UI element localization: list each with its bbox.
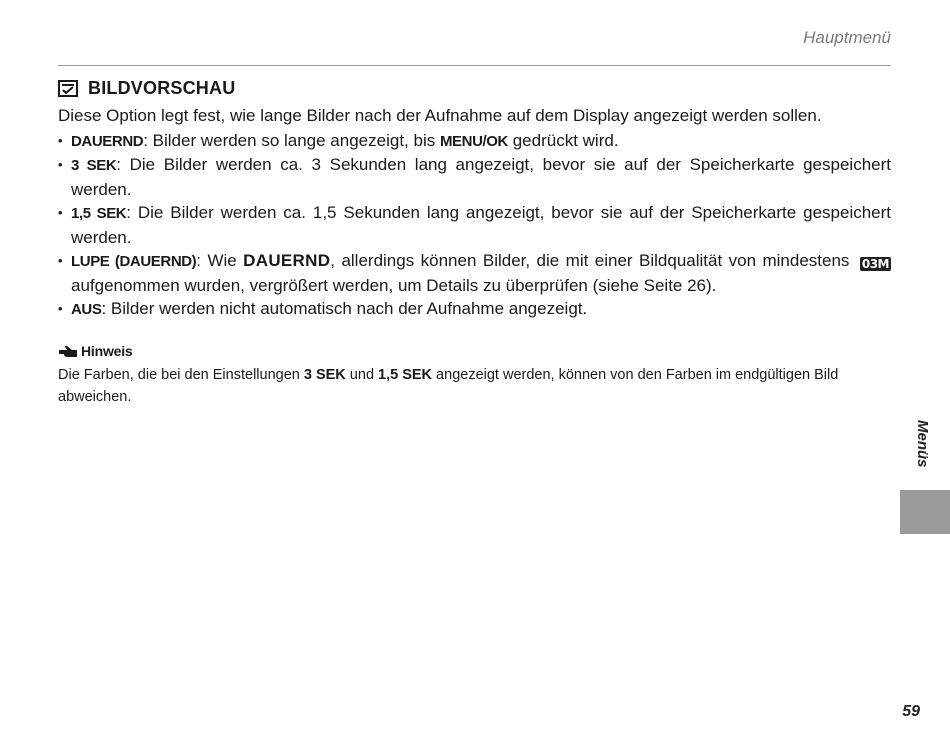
- option-text: : Bilder werden nicht automatisch nach der Aufnahme angezeigt.: [101, 299, 588, 318]
- main-content: [58, 78, 891, 408]
- option-lupe-dauernd: [58, 249, 891, 297]
- image-quality-icon: 03M: [861, 257, 889, 271]
- side-tab-marker: [900, 490, 950, 534]
- note-text-part: angezeigt werden, können von den Farben im endgültigen Bild abweichen.: [58, 366, 839, 405]
- option-aus: [58, 297, 891, 322]
- option-text: : Die Bilder werden ca. 1,5 Sekunden lang angezeigt, bevor sie auf der Speicherkarte gespeichert werden.: [71, 203, 892, 247]
- note-keyword: 1,5 SEK: [378, 366, 433, 383]
- section-title-text: BILDVORSCHAU: [88, 78, 236, 98]
- option-text: : Bilder werden so lange angezeigt, bis: [143, 130, 440, 150]
- option-keyword: AUS: [71, 301, 102, 318]
- running-header: Hauptmenü: [803, 28, 891, 47]
- option-dauernd: [58, 129, 891, 154]
- section-title: [58, 78, 891, 99]
- option-1-5-sek: [58, 201, 891, 249]
- pointing-hand-icon: [58, 344, 78, 358]
- menu-ok-button-label: MENU/OK: [439, 132, 508, 150]
- option-list: [58, 129, 891, 322]
- option-reference: DAUERND: [243, 251, 331, 270]
- note-heading-text: Hinweis: [81, 342, 133, 359]
- option-keyword: 3 SEK: [71, 157, 117, 174]
- option-text: gedrückt wird.: [508, 130, 619, 150]
- note-text: [58, 364, 891, 408]
- note-text-part: und: [345, 366, 379, 383]
- header-divider: [58, 65, 891, 66]
- option-3-sek: [58, 153, 891, 201]
- option-text: , allerdings können Bilder, die mit einer Bildqualität von mindestens: [330, 251, 856, 270]
- page-number: 59: [902, 703, 920, 720]
- option-keyword: DAUERND: [71, 132, 144, 150]
- option-text: : Die Bilder werden ca. 3 Sekunden lang angezeigt, bevor sie auf der Speicherkarte gespeichert werden.: [71, 155, 891, 199]
- option-text: aufgenommen wurden, vergrößert werden, um Details zu überprüfen (siehe Seite 26).: [71, 275, 717, 295]
- side-tab-label: Menüs: [914, 420, 931, 468]
- note-text-part: Die Farben, die bei den Einstellungen: [58, 366, 304, 383]
- image-review-icon: [58, 80, 78, 97]
- option-text: : Wie: [196, 251, 244, 270]
- note-keyword: 3 SEK: [303, 366, 346, 383]
- note-heading: [58, 343, 891, 359]
- section-intro: Diese Option legt fest, wie lange Bilder nach der Aufnahme auf dem Display angezeigt werden sollen.: [58, 106, 822, 125]
- option-keyword: LUPE (DAUERND): [71, 253, 197, 270]
- option-keyword: 1,5 SEK: [71, 205, 127, 222]
